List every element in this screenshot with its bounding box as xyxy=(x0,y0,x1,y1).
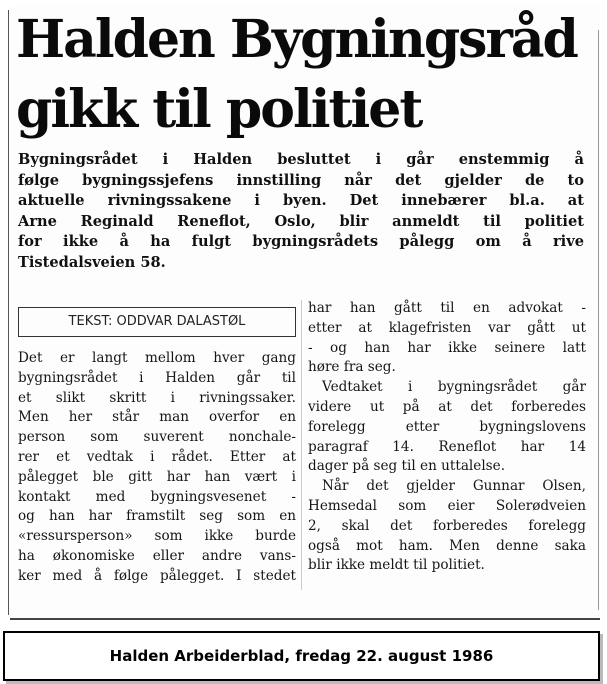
body-line: pålegget ble gitt har han vært i xyxy=(18,468,296,485)
body-line: et slikt skritt i rivningssaker. xyxy=(18,389,296,406)
body-line: Når det gjelder Gunnar Olsen, xyxy=(322,478,586,495)
bottom-rule xyxy=(10,618,600,620)
clipping-edge-left xyxy=(8,10,9,615)
body-line: blir ikke meldt til politiet. xyxy=(308,557,485,574)
body-line: har han gått til en advokat - xyxy=(308,300,586,316)
body-line: Vedtaket i bygningsrådet går xyxy=(322,379,586,396)
lead-paragraph xyxy=(18,150,584,273)
body-line: dager på seg til en uttalelse. xyxy=(308,458,506,475)
lead-line: aktuelle rivningssakene i byen. Det innebærer bl.a. at xyxy=(18,192,584,209)
body-column-left xyxy=(18,349,296,587)
lead-line: følge bygningssjefens innstilling når det gjelder de to xyxy=(18,171,584,189)
body-line: rer et vedtak i rådet. Etter at xyxy=(18,448,296,465)
body-line: og han har framstilt seg som en xyxy=(18,508,296,525)
headline-line-1: Halden Bygningsråd xyxy=(16,9,577,70)
headline-line-2: gikk til politiet xyxy=(16,79,422,140)
body-line: også mot ham. Men denne saka xyxy=(308,537,586,554)
body-line: Men her står man overfor en xyxy=(18,409,296,426)
body-line: «ressursperson» som ikke burde xyxy=(18,528,296,545)
body-line: kontakt med bygningsvesenet - xyxy=(18,488,296,505)
lead-line: Arne Reginald Reneflot, Oslo, blir anmeldt til politiet xyxy=(18,212,584,230)
body-line: 2, skal det forberedes forelegg xyxy=(308,517,586,534)
body-line: paragraf 14. Reneflot har 14 xyxy=(308,438,586,455)
clipping-edge-right xyxy=(598,30,599,610)
body-line: ha økonomiske eller andre vans- xyxy=(18,547,296,564)
body-column-right xyxy=(308,299,586,576)
source-caption: Halden Arbeiderblad, fredag 22. august 1986 xyxy=(3,631,600,681)
body-line: høre fra seg. xyxy=(308,359,396,376)
lead-line: Bygningsrådet i Halden besluttet i går enstemmig å xyxy=(18,151,584,168)
body-line: bygningsrådet i Halden går til xyxy=(18,369,296,386)
body-line: forelegg etter bygningslovens xyxy=(308,418,586,435)
body-line: ker med å følge pålegget. I stedet xyxy=(18,567,296,584)
body-line: Det er langt mellom hver gang xyxy=(18,350,296,366)
body-line: etter at klagefristen var gått ut xyxy=(308,319,586,336)
byline-box: TEKST: ODDVAR DALASTØL xyxy=(18,307,296,337)
lead-line: for ikke å ha fulgt bygningsrådets pålegg om å rive xyxy=(18,233,584,250)
lead-line: Tistedalsveien 58. xyxy=(18,253,166,271)
body-line: videre ut på at det forberedes xyxy=(308,398,586,415)
column-divider xyxy=(301,300,302,590)
body-line: person som suverent nonchale- xyxy=(18,429,296,446)
body-line: - og han har ikke seinere latt xyxy=(308,339,586,356)
body-line: Hemsedal som eier Solerødveien xyxy=(308,497,586,514)
